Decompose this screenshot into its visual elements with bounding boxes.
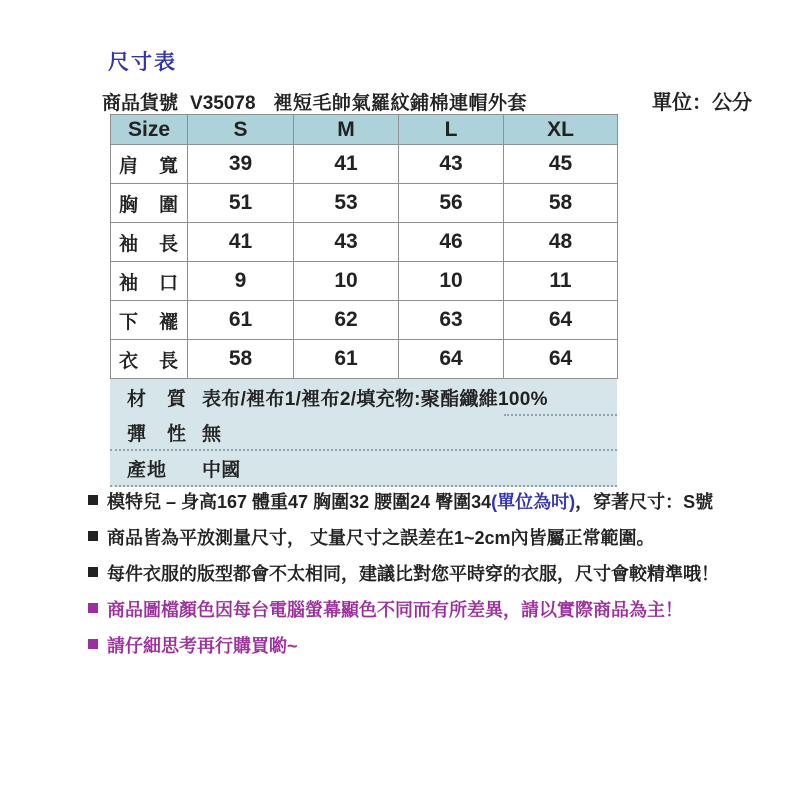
- product-code: V35078: [190, 93, 256, 114]
- product-info: [102, 88, 527, 115]
- measurement-value: 56: [399, 184, 504, 223]
- size-column-header-xl: XL: [504, 115, 618, 145]
- measurement-value: 41: [294, 145, 399, 184]
- measurement-label: 下 襬: [111, 301, 188, 340]
- measurement-value: 45: [504, 145, 618, 184]
- note-text: 商品圖檔顏色因每台電腦螢幕顯色不同而有所差異，請以實際商品為主！: [107, 600, 683, 620]
- attribute-row: [110, 451, 617, 487]
- measurement-value: 64: [399, 340, 504, 379]
- measurement-value: 58: [188, 340, 294, 379]
- size-column-header-size: Size: [111, 115, 188, 145]
- note-text: 商品皆為平放測量尺寸， 丈量尺寸之誤差在1~2cm內皆屬正常範圍。: [107, 528, 655, 548]
- product-info-row: [102, 86, 752, 115]
- measurement-label: 肩 寬: [111, 145, 188, 184]
- product-name: 裡短毛帥氣羅紋鋪棉連帽外套: [273, 93, 528, 114]
- bullet-square-icon: [88, 531, 98, 541]
- measurement-value: 10: [294, 262, 399, 301]
- size-column-header-m: M: [294, 115, 399, 145]
- measurement-label: 袖 長: [111, 223, 188, 262]
- bullet-square-icon: [88, 495, 98, 505]
- measurement-value: 61: [188, 301, 294, 340]
- measurement-value: 64: [504, 340, 618, 379]
- table-row: [111, 262, 618, 301]
- measurement-value: 48: [504, 223, 618, 262]
- size-column-header-l: L: [399, 115, 504, 145]
- table-row: [111, 301, 618, 340]
- measurement-value: 63: [399, 301, 504, 340]
- measurement-value: 43: [294, 223, 399, 262]
- measurement-value: 39: [188, 145, 294, 184]
- table-row: [111, 340, 618, 379]
- measurement-value: 58: [504, 184, 618, 223]
- measurement-value: 53: [294, 184, 399, 223]
- note-text: ，穿著尺寸：S號: [575, 492, 714, 512]
- measurement-value: 62: [294, 301, 399, 340]
- note-text: 請仔細思考再行購買喲~: [107, 636, 298, 656]
- size-table: [110, 114, 618, 379]
- size-table-header: [111, 115, 618, 145]
- bullet-square-icon: [88, 567, 98, 577]
- note-text: 每件衣服的版型都會不太相同，建議比對您平時穿的衣服，尺寸會較精準哦！: [107, 564, 719, 584]
- measurement-label: 胸 圍: [111, 184, 188, 223]
- measurement-value: 46: [399, 223, 504, 262]
- measurement-value: 11: [504, 262, 618, 301]
- measurement-value: 61: [294, 340, 399, 379]
- page-title: 尺寸表: [108, 51, 177, 74]
- note-item: [88, 632, 768, 668]
- note-item: [88, 488, 768, 524]
- size-column-header-s: S: [188, 115, 294, 145]
- attribute-label: 產地: [127, 459, 168, 481]
- note-item: [88, 524, 768, 560]
- bullet-square-icon: [88, 603, 98, 613]
- measurement-value: 10: [399, 262, 504, 301]
- measurement-label: 衣 長: [111, 340, 188, 379]
- attribute-row: [110, 379, 617, 415]
- product-code-label: 商品貨號: [102, 93, 179, 114]
- measurement-value: 43: [399, 145, 504, 184]
- note-highlight-text: (單位為吋): [491, 492, 576, 512]
- unit-note: 單位：公分: [652, 92, 752, 114]
- header-row: [111, 115, 618, 145]
- measurement-value: 9: [188, 262, 294, 301]
- measurement-value: 41: [188, 223, 294, 262]
- attribute-label: 材 質: [127, 388, 188, 410]
- measurement-label: 袖 口: [111, 262, 188, 301]
- attribute-label: 彈 性: [127, 423, 188, 445]
- note-item: [88, 560, 768, 596]
- note-text: 模特兒 – 身高167 體重47 胸圍32 腰圍24 臀圍34: [107, 492, 492, 512]
- note-item: [88, 596, 768, 632]
- product-attributes-section: [110, 379, 617, 487]
- table-row: [111, 184, 618, 223]
- table-row: [111, 223, 618, 262]
- attribute-row: [110, 415, 617, 451]
- bullet-square-icon: [88, 639, 98, 649]
- measurement-value: 51: [188, 184, 294, 223]
- notes-list: [88, 488, 768, 668]
- attribute-value: 表布/裡布1/裡布2/填充物:聚酯纖維100%: [202, 388, 548, 410]
- size-table-body: [111, 145, 618, 379]
- attribute-value: 中國: [202, 459, 241, 481]
- table-row: [111, 145, 618, 184]
- measurement-value: 64: [504, 301, 618, 340]
- attribute-value: 無: [202, 423, 222, 445]
